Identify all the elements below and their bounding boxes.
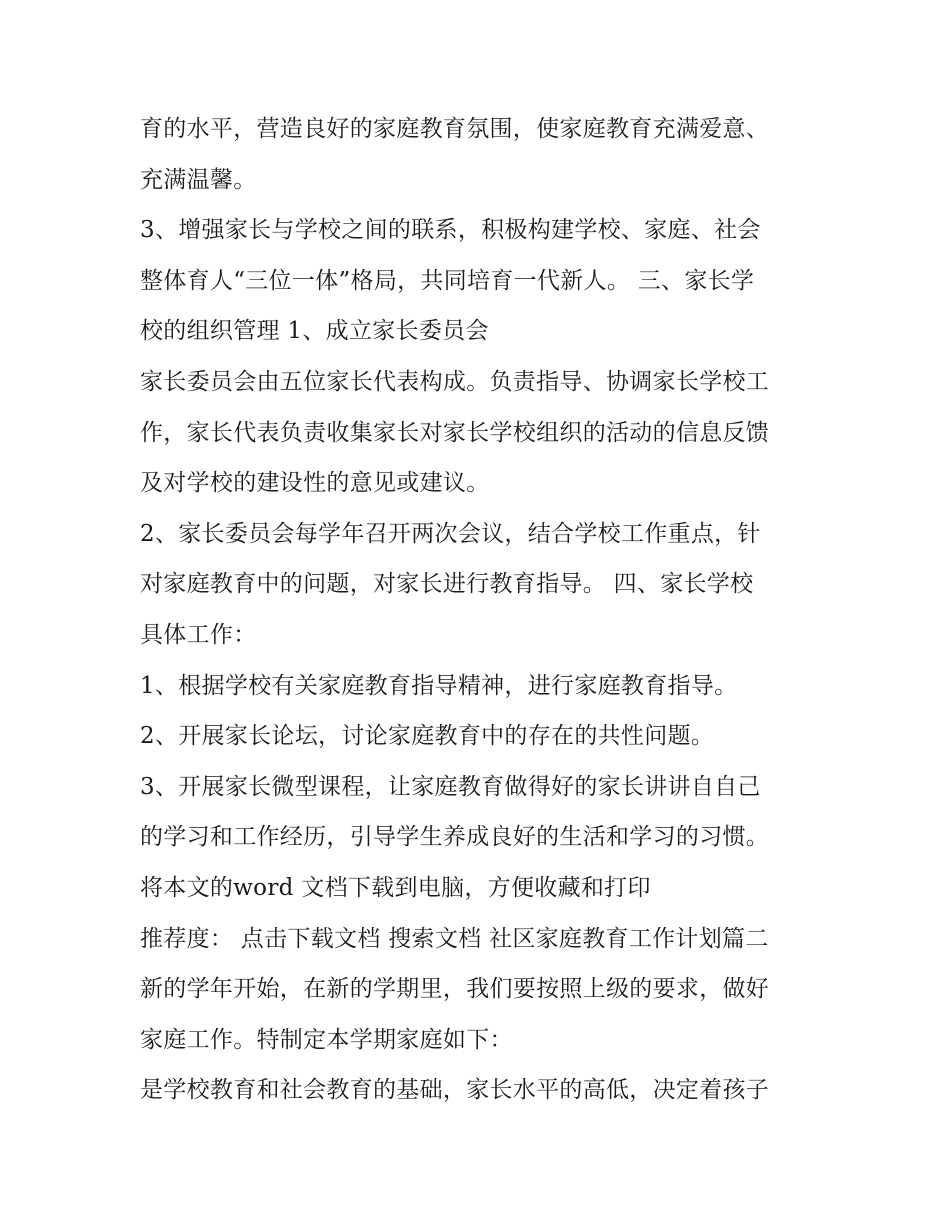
text-line: 对家庭教育中的问题，对家长进行教育指导。 四、家长学校 (140, 571, 754, 598)
document-body (140, 104, 820, 1116)
text-line: 2、家长委员会每学年召开两次会议，结合学校工作重点，针 (140, 520, 761, 547)
text-line: 育的水平，营造良好的家庭教育氛围，使家庭教育充满爱意、 (140, 116, 770, 142)
text-line: 3、增强家长与学校之间的联系，积极构建学校、家庭、社会 (140, 217, 761, 244)
text-line: 充满温馨。 (140, 166, 257, 193)
text-line: 1、根据学校有关家庭教育指导精神，进行家庭教育指导。 (140, 672, 738, 699)
text-line: 家庭工作。特制定本学期家庭如下： (140, 1026, 513, 1053)
text-line: 及对学校的建设性的意见或建议。 (140, 470, 490, 497)
text-line: 的学习和工作经历，引导学生养成良好的生活和学习的习惯。 (140, 824, 770, 851)
text-line: 新的学年开始，在新的学期里，我们要按照上级的要求，做好 (140, 976, 770, 1003)
text-line: 校的组织管理 1、成立家长委员会 (140, 318, 489, 345)
text-line: 作，家长代表负责收集家长对家长学校组织的活动的信息反馈 (140, 419, 770, 446)
text-line: 2、开展家长论坛，讨论家庭教育中的存在的共性问题。 (140, 723, 715, 750)
text-line: 家长委员会由五位家长代表构成。负责指导、协调家长学校工 (140, 368, 770, 395)
text-line: 整体育人“三位一体”格局，共同培育一代新人。 三、家长学 (140, 267, 755, 294)
download-prompt-text: 将本文的word 文档下载到电脑，方便收藏和打印 (140, 874, 651, 901)
text-line: 具体工作： (140, 621, 257, 648)
text-line: 3、开展家长微型课程，让家庭教育做得好的家长讲讲自自己 (140, 773, 761, 800)
recommend-line: 推荐度： 点击下载文档 搜索文档 社区家庭教育工作计划篇二 (140, 925, 769, 952)
text-line: 是学校教育和社会教育的基础，家长水平的高低，决定着孩子 (140, 1077, 770, 1104)
